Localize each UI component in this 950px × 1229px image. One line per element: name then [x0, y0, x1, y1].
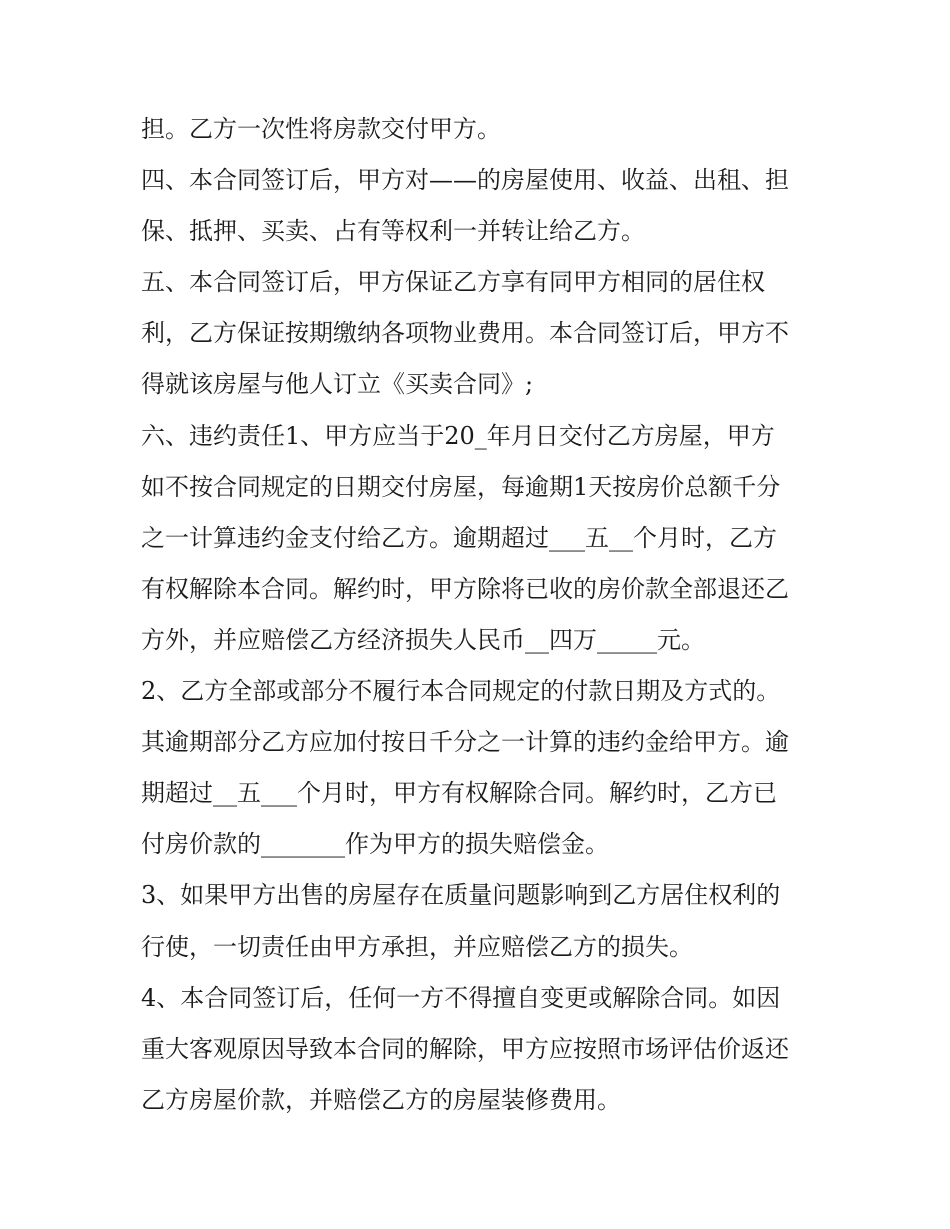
text-line: 行使，一切责任由甲方承担，并应赔偿乙方的损失。: [141, 932, 693, 961]
text-line: 4、本合同签订后，任何一方不得擅自变更或解除合同。如因: [141, 983, 781, 1012]
text-line: 之一计算违约金支付给乙方。逾期超过___五__个月时，乙方: [141, 523, 777, 552]
text-line: 2、乙方全部或部分不履行本合同规定的付款日期及方式的。: [141, 677, 781, 706]
text-line: 3、如果甲方出售的房屋存在质量问题影响到乙方居住权利的: [141, 881, 781, 910]
text-line: 有权解除本合同。解约时，甲方除将已收的房价款全部退还乙: [141, 574, 789, 603]
text-line: 五、本合同签订后，甲方保证乙方享有同甲方相同的居住权: [141, 268, 765, 297]
text-line: 得就该房屋与他人订立《买卖合同》;: [141, 370, 534, 399]
text-line: 担。乙方一次性将房款交付甲方。: [141, 115, 501, 143]
contract-text: [141, 104, 821, 1126]
text-line: 六、违约责任1、甲方应当于20_年月日交付乙方房屋，甲方: [141, 421, 775, 450]
text-line: 如不按合同规定的日期交付房屋，每逾期1天按房价总额千分: [141, 472, 781, 501]
text-line: 乙方房屋价款，并赔偿乙方的房屋装修费用。: [141, 1085, 621, 1114]
text-line: 方外，并应赔偿乙方经济损失人民币__四万_____元。: [141, 625, 705, 654]
text-line: 保、抵押、买卖、占有等权利一并转让给乙方。: [141, 217, 645, 246]
text-line: 付房价款的_______作为甲方的损失赔偿金。: [141, 830, 609, 859]
text-line: 重大客观原因导致本合同的解除，甲方应按照市场评估价返还: [141, 1034, 789, 1063]
text-line: 利，乙方保证按期缴纳各项物业费用。本合同签订后，甲方不: [141, 319, 789, 348]
text-line: 四、本合同签订后，甲方对——的房屋使用、收益、出租、担: [141, 166, 789, 195]
text-line: 其逾期部分乙方应加付按日千分之一计算的违约金给甲方。逾: [141, 728, 789, 757]
text-line: 期超过__五___个月时，甲方有权解除合同。解约时，乙方已: [141, 779, 777, 808]
